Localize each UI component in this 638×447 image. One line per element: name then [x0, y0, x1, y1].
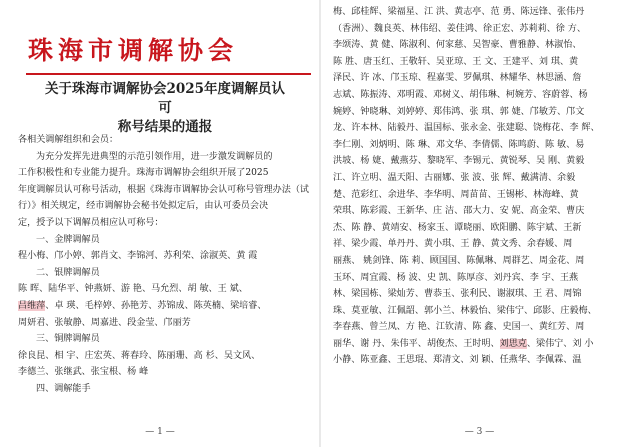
page-number: — 3 — — [464, 427, 495, 437]
greeting: 各相关调解组织和会员： — [18, 135, 119, 145]
name-list-line: （香洲）、魏良英、林伟绍、姜佳鸿、徐正宏、苏莉莉、徐 方、 — [333, 23, 586, 34]
name-list-line: 陈 胜、唐玉红、王敬轩、吴亚琼、王 文、王建平、刘 琪、黄 — [333, 56, 579, 67]
name-list-line-head: 丽华、谢 丹、朱伟平、胡俊杰、王时明、 — [333, 338, 500, 349]
name-list-line: 珠、莫亚敏、江佩韶、郭小兰、林毅怡、梁伟宁、邱影、庄毅梅、 — [333, 305, 597, 316]
para1-line: 定，授予以下调解员相应认可称号： — [18, 217, 164, 228]
silver-names: 周妍君、张敏静、周嘉进、段金莹、邝丽芳 — [18, 317, 191, 328]
silver-names: 陈 晖、陆华平、钟燕妍、游 艳、马允烈、胡 敏、王 斌、 — [18, 284, 248, 295]
name-list-line-tail: 、梁伟宁、刘 小 — [526, 338, 594, 349]
name-list-line: 丽燕、 姚剑锋、陈 莉、顾国国、陈佩琳、周群艺、周金花、周 — [333, 255, 585, 266]
silver-names-rest: 、卓 瑛、毛梓婷、孙艳芳、苏锦成、陈英楠、梁培睿、 — [45, 300, 267, 311]
document-page-3 — [321, 0, 638, 447]
association-header: 珠海市调解协会 — [28, 36, 239, 65]
notice-body — [18, 132, 308, 398]
highlighted-name: 吕维萍 — [18, 300, 46, 311]
name-list-line: 祥、梁少霞、单丹丹、黄小琪、王 静、黄文秀、余春媛、周 — [333, 239, 573, 250]
name-list-line: 洪坡、杨 婕、戴燕芬、黎晓军、李锡元、黄锐琴、吴 刚、黄毅 — [333, 156, 585, 167]
silver-names — [18, 298, 308, 315]
section-gold-title: 一、金牌调解员 — [36, 234, 100, 245]
name-list-line: 李仁刚、刘炳明、陈 琳、邓文华、李倩儒、陈鸣蔚、陈 敏、易 — [333, 139, 585, 150]
para1-line: 为充分发挥先进典型的示范引领作用，进一步激发调解员的 — [36, 151, 273, 162]
name-list-line: 江、许立明、温天阳、古丽娜、张 波、张 辉、戴满清、余毅 — [333, 172, 576, 183]
name-list-line: 李春燕、曾兰凤、方 艳、江钦清、陈 鑫、史国一、黄红芳、周 — [333, 322, 585, 333]
para1-line: 行）》相关规定，经市调解协会秘书处拟定后，由认可委员会决 — [18, 201, 269, 212]
title-line-1: 关于珠海市调解协会2025年度调解员认可 — [44, 81, 286, 116]
name-list-line: 杰、陈 静、黄靖安、杨家玉、谭晓丽、欧阳鹏、陈宇斌、王新 — [333, 222, 582, 233]
title-line-2: 称号结果的通报 — [117, 119, 213, 135]
name-list-line: 林、梁国栋、梁灿芳、曹恭玉、张利民、谢淑琪、王 君、周锦 — [333, 289, 582, 300]
name-list-line: 楚、范彩红、余进华、李华明、周苗苗、王锡彬、林海峰、黄 — [333, 189, 579, 200]
name-list — [333, 4, 633, 369]
section-silver-title: 二、银牌调解员 — [36, 267, 100, 278]
para1-line: 工作积极性和专业能力提升。珠海市调解协会组织开展了2025 — [18, 168, 269, 179]
section-expert-title: 四、调解能手 — [36, 383, 91, 394]
bronze-names: 徐良昆、相 宇、庄宏英、蒋春玲、陈丽珊、高 杉、吴文风、 — [18, 350, 261, 361]
notice-title — [40, 80, 290, 137]
name-list-line: 志斌、陈振涛、邓明霞、邓树义、胡伟琳、柯婉芳、容蔚蓉、杨 — [333, 89, 588, 100]
name-list-line: 龙、许本林、陆毅丹、温国标、张永金、张建聪、饶梅花、李 辉、 — [333, 123, 600, 134]
header-red-rule — [26, 73, 311, 75]
highlighted-name: 刘思克 — [499, 338, 527, 349]
name-list-line: 玉环、周宜霞、杨 波、史 凯、陈厚彦、刘丹宾、李 宇、王燕 — [333, 272, 579, 283]
name-list-line: 泽民、许 冰、邝玉琼、程嘉雯、罗佩琪、林耀华、林思涵、詹 — [333, 73, 582, 84]
gold-names: 程小梅、邝小婷、郭肖文、李锦河、苏利荣、涂淑英、黄 霞 — [18, 251, 258, 262]
name-list-line: 李颂涛、黄 健、陈淑利、何家慈、吴智豪、曹雅静、林淑怡、 — [333, 40, 582, 51]
page-number: — 1 — — [145, 427, 175, 437]
section-bronze-title: 三、铜牌调解员 — [36, 334, 100, 345]
name-list-line: 荣琪、陈彩霞、王新华、庄 洁、邵大力、安 妮、高金荣、曹庆 — [333, 206, 585, 217]
name-list-line: 梅、邱桂辉、梁福星、江 洪、黄志亭、范 勇、陈远锋、张伟丹 — [333, 7, 585, 17]
para1-line: 年度调解员认可称号活动，根据《珠海市调解协会认可称号管理办法（试 — [18, 184, 310, 195]
bronze-names: 李德兰、张继武、张宝根、杨 峰 — [18, 367, 149, 378]
name-list-line: 小静、陈亚鑫、王思琨、郑清文、刘 颖、任燕华、李佩霖、温 — [333, 355, 582, 366]
name-list-line: 婉婷、钟晓琳、刘婷婷、郑伟鸿、张 琪、郭 婕、邝敏芳、邝文 — [333, 106, 585, 117]
name-list-line — [333, 336, 633, 353]
